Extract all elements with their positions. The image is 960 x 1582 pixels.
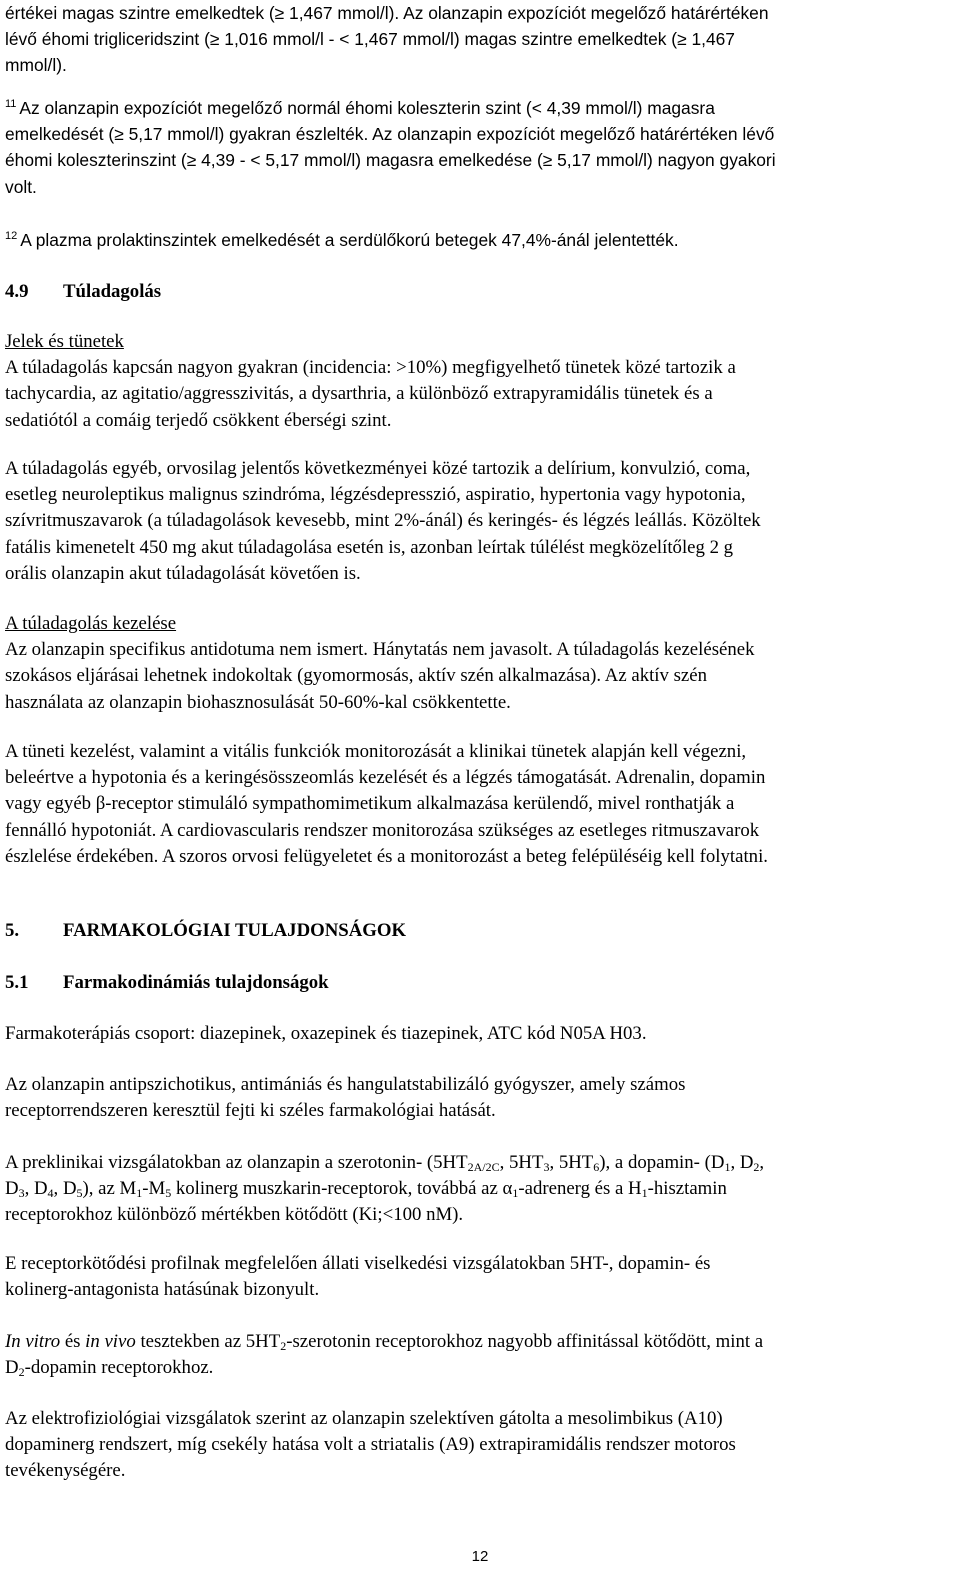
section-number: 4.9: [5, 281, 29, 302]
text-line: fatális kimenetelt 450 mg akut túladagolása esetén is, azonban leírtak túlélést megközelítőleg 2 g: [5, 536, 734, 558]
text-line: receptorrendszeren keresztül fejti ki széles farmakológiai hatását.: [5, 1100, 496, 1122]
text-line: A plazma prolaktinszintek emelkedését a serdülőkorú betegek 47,4%-ánál jelentették.: [20, 230, 679, 250]
text-line: szívritmuszavarok (a túladagolások kevesebb, mint 2%-ánál) és keringés- és légzés leállás. Közöltek: [5, 510, 761, 532]
receptor-profile-paragraph: [5, 1251, 953, 1303]
text-line: beleértve a hypotonia és a keringésösszeomlás kezelését és a légzés támogatását. Adrenalin, dopamin: [5, 767, 766, 789]
text-line: emelkedését (≥ 5,17 mmol/l) gyakran észlelték. Az olanzapin expozíciót megelőző határértéken lévő: [5, 124, 775, 145]
footnote-11: [5, 95, 953, 200]
text-line: Az elektrofiziológiai vizsgálatok szerint az olanzapin szelektíven gátolta a mesolimbikus (A10): [5, 1408, 723, 1429]
section-title: FARMAKOLÓGIAI TULAJDONSÁGOK: [63, 920, 407, 941]
text-line: A preklinikai vizsgálatokban az olanzapin a szerotonin- ($5HT_{2A/2C}$, $5HT_3$, $5HT_6$), a dopamin- ($D_1$, $D_2$,: [5, 1152, 765, 1174]
electrophysiology-paragraph: [5, 1406, 953, 1485]
text-line: Az olanzapin specifikus antidotuma nem ismert. Hánytatás nem javasolt. A túladagolás kezelésének: [5, 639, 755, 661]
text-line: orális olanzapin akut túladagolását követően is.: [5, 562, 361, 584]
footnote-marker: 11: [5, 98, 17, 110]
text-line: kolinerg-antagonista hatásúnak bizonyult.: [5, 1279, 320, 1301]
text-line: esetleg neuroleptikus malignus szindróma, légzésdepresszió, aspiratio, hypertonia vagy hypotonia,: [5, 484, 746, 506]
text-line: értékei magas szintre emelkedtek (≥ 1,467 mmol/l). Az olanzapin expozíciót megelőző határértéken: [5, 3, 769, 23]
text-line: szokásos eljárásai lehetnek indokoltak (gyomormosás, aktív szén alkalmazása). Az aktív szén: [5, 665, 707, 687]
text-line: lévő éhomi trigliceridszint (≥ 1,016 mmol/l - < 1,467 mmol/l) magas szintre emelkedtek (≥ 1,467: [5, 29, 735, 50]
section-heading-5-1: [5, 970, 953, 996]
text-line: Farmakoterápiás csoport: diazepinek, oxazepinek és tiazepinek, ATC kód N05A H03.: [5, 1023, 647, 1044]
text-line: receptorokhoz különböző mértékben kötődött (Ki;<100 nM).: [5, 1204, 464, 1226]
text-line: fennálló hypotoniát. A cardiovascularis rendszer monitorozása szükséges az esetleges ritmuszavarok: [5, 819, 760, 841]
in-vitro-paragraph: [5, 1329, 953, 1381]
footnote-marker: 12: [5, 230, 18, 242]
text-line: dopaminerg rendszert, míg csekély hatása volt a striatalis (A9) extrapiramidális rendszer motoros: [5, 1434, 736, 1456]
footnote-12: [5, 227, 953, 253]
antipsychotic-paragraph: [5, 1072, 953, 1124]
signs-symptoms-paragraph: [5, 329, 953, 434]
overdose-treatment-paragraph: [5, 611, 953, 716]
atc-paragraph: [5, 1021, 953, 1047]
text-line: In vitro és in vivo tesztekben az $5HT_2$-szerotonin receptorokhoz nagyobb affinitással kötődött, mint a: [5, 1331, 764, 1353]
text-line: éhomi koleszterinszint (≥ 4,39 - < 5,17 mmol/l) magasra emelkedése (≥ 5,17 mmol/l) nagyon gyakori: [5, 150, 776, 171]
triglyceride-paragraph: [5, 0, 953, 79]
page-number: 12: [471, 1548, 489, 1565]
text-line: Az olanzapin expozíciót megelőző normál éhomi koleszterin szint (< 4,39 mmol/l) magasra: [19, 98, 715, 118]
text-line: volt.: [5, 176, 37, 197]
text-line: A tüneti kezelést, valamint a vitális funkciók monitorozását a klinikai tünetek alapján kell végezni,: [5, 741, 747, 762]
text-line: A túladagolás egyéb, orvosilag jelentős következményei közé tartozik a delírium, konvulzió, coma,: [5, 458, 751, 479]
text-line: észlelése érdekében. A szoros orvosi felügyeletet és a monitorozást a beteg felépüléséig kell folytatni.: [5, 845, 768, 867]
section-title: Túladagolás: [63, 281, 162, 302]
text-line: vagy egyéb β-receptor stimuláló sympathomimetikum alkalmazása kerülendő, mivel ronthatják a: [5, 793, 735, 815]
section-title: Farmakodinámiás tulajdonságok: [63, 972, 329, 993]
text-line: $D_3$, $D_4$, $D_5$), az $M_1-M_5$ kolinerg muszkarin-receptorok, továbbá az $\alpha_1$-adrenerg és a $H_1$-hisztamin: [5, 1178, 727, 1201]
text-line: A túladagolás kapcsán nagyon gyakran (incidencia: >10%) megfigyelhető tünetek közé tartozik a: [5, 357, 736, 379]
symptomatic-treatment-paragraph: [5, 739, 953, 870]
section-heading-5: [5, 918, 953, 944]
text-line: $D_2$-dopamin receptorokhoz.: [5, 1357, 214, 1380]
preclinical-paragraph: [5, 1150, 953, 1229]
text-line: sedatiótól a comáig terjedő csökkent éberségi szint.: [5, 409, 392, 431]
other-consequences-paragraph: [5, 456, 953, 587]
text-line: használata az olanzapin biohasznosulását 50-60%-kal csökkentette.: [5, 691, 511, 713]
text-line: E receptorkötődési profilnak megfelelően állati viselkedési vizsgálatokban 5HT-, dopamin- és: [5, 1253, 711, 1274]
text-line: mmol/l).: [5, 55, 67, 76]
section-number: 5.1: [5, 972, 29, 993]
section-number: 5.: [5, 920, 20, 941]
subheading-signs-symptoms: Jelek és tünetek: [5, 331, 124, 352]
section-heading-4-9: [5, 279, 953, 305]
subheading-overdose-treatment: A túladagolás kezelése: [5, 613, 177, 634]
text-line: tachycardia, az agitatio/aggresszivitás, a dysarthria, a különböző extrapyramidális tünetek és a: [5, 383, 713, 405]
text-line: tevékenységére.: [5, 1460, 126, 1482]
text-line: Az olanzapin antipszichotikus, antimániás és hangulatstabilizáló gyógyszer, amely számos: [5, 1074, 686, 1095]
